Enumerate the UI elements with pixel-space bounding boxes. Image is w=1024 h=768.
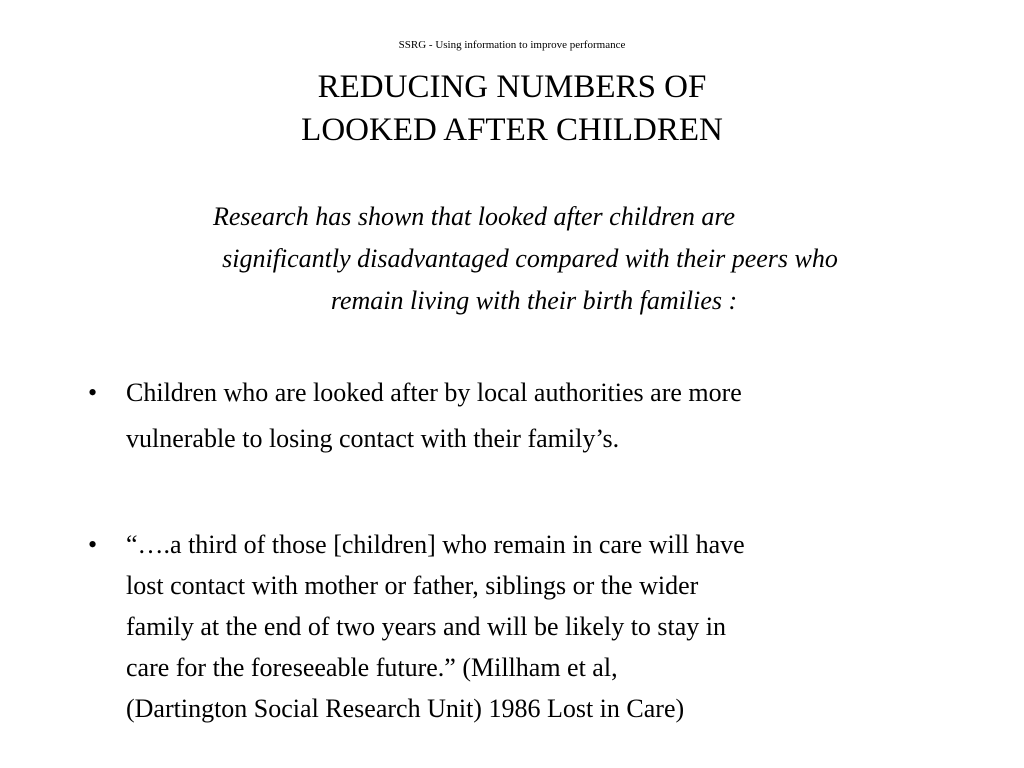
bullet-text (126, 524, 956, 729)
slide-title (0, 66, 1024, 152)
intro-line: Research has shown that looked after children are (212, 202, 736, 231)
bullet-line: family at the end of two years and will be likely to stay in (126, 612, 727, 641)
bullet-line: (Dartington Social Research Unit) 1986 Lost in Care) (126, 694, 685, 723)
bullet-dot-icon: • (88, 530, 98, 559)
bullet-dot-icon: • (88, 378, 98, 407)
bullet-text (126, 370, 956, 462)
intro-line: significantly disadvantaged compared with their peers who (222, 244, 838, 273)
bullet-line: “….a third of those [children] who remain in care will have (126, 530, 745, 559)
bullet-line: vulnerable to losing contact with their family’s. (126, 424, 620, 453)
intro-paragraph (120, 196, 940, 322)
title-line: REDUCING NUMBERS OF (317, 69, 707, 105)
header-note: SSRG - Using information to improve performance (398, 39, 626, 51)
intro-line: remain living with their birth families : (330, 286, 738, 315)
bullet-line: Children who are looked after by local authorities are more (126, 378, 742, 407)
title-line: LOOKED AFTER CHILDREN (301, 112, 723, 148)
bullet-line: care for the foreseeable future.” (Millham et al, (126, 653, 618, 682)
bullet-line: lost contact with mother or father, siblings or the wider (126, 571, 699, 600)
